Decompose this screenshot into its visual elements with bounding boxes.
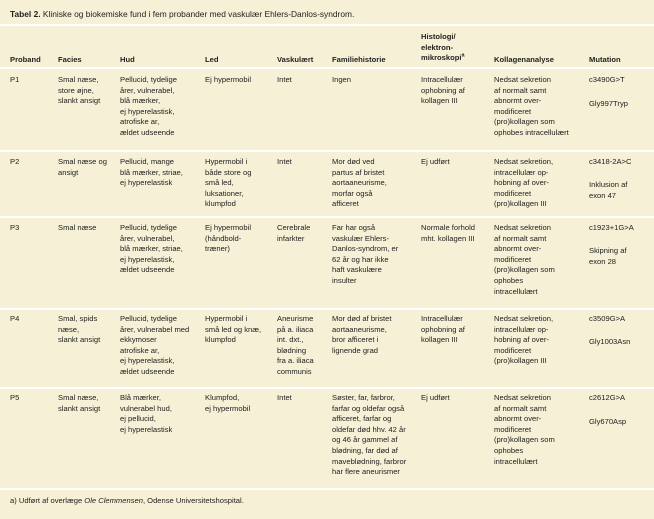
cell-kollagenanalyse: Nedsat sekretion af normalt samt abnormt over- modificeret (pro)kollagen som ophobes intracellulært <box>494 75 569 137</box>
cell-hud: Pellucid, mange blå mærker, striae, ej hyperelastisk <box>120 157 183 188</box>
header-mutation: Mutation <box>589 55 621 64</box>
header-histologi-footnote-mark: a <box>461 52 465 59</box>
cell-proband: P1 <box>10 75 20 84</box>
footnote-suffix: , Odense Universitetshospital. <box>142 496 244 505</box>
cell-kollagenanalyse: Nedsat sekretion af normalt samt abnormt over- modificeret (pro)kollagen som ophobes intracellulært <box>494 223 555 296</box>
header-proband: Proband <box>10 55 41 64</box>
cell-led: Hypermobil i både store og små led, luksationer, klumpfod <box>205 157 252 209</box>
divider <box>0 67 654 69</box>
divider <box>0 488 654 490</box>
header-familiehistorie: Familiehistorie <box>332 55 386 64</box>
cell-vaskulaert: Intet <box>277 393 292 402</box>
cell-proband: P3 <box>10 223 20 232</box>
cell-vaskulaert: Intet <box>277 157 292 166</box>
caption-label: Tabel 2. <box>10 9 41 19</box>
cell-vaskulaert: Cerebrale infarkter <box>277 223 311 243</box>
cell-vaskulaert: Intet <box>277 75 292 84</box>
divider <box>0 216 654 218</box>
cell-familiehistorie: Søster, far, farbror, farfar og oldefar også afficeret, farfar og oldefar død hhv. 42 år og 46 år gammel af blødning, far død af maveblødning, farbror har flere aneurismer <box>332 393 407 477</box>
cell-proband: P4 <box>10 314 20 323</box>
cell-proband: P2 <box>10 157 20 166</box>
header-histologi-text: Histologi/ elektron- mikroskopi <box>421 32 462 63</box>
cell-hud: Pellucid, tydelige årer, vulnerabel, blå mærker, ej hyperelastisk, atrofiske ar, ældet udseende <box>120 75 177 137</box>
cell-mutation-nucleotide: c3490G>T <box>589 75 625 84</box>
cell-kollagenanalyse: Nedsat sekretion, intracellulær op- hobning af over- modificeret (pro)kollagen III <box>494 314 554 366</box>
cell-hud: Pellucid, tydelige årer, vulnerabel med ekkymoser atrofiske ar, ej hyperelastisk, ældet udseende <box>120 314 190 376</box>
footnote-name: Ole Clemmensen <box>84 496 143 505</box>
divider <box>0 24 654 26</box>
table-caption <box>10 9 354 19</box>
cell-mutation-protein: Gly1003Asn <box>589 337 631 346</box>
cell-histologi: Intracellulær ophobning af kollagen III <box>421 314 465 345</box>
header-led: Led <box>205 55 219 64</box>
cell-mutation-protein: Gly997Tryp <box>589 99 628 108</box>
caption-text: Kliniske og biokemiske fund i fem probander med vaskulær Ehlers-Danlos-syndrom. <box>42 9 355 19</box>
cell-mutation-nucleotide: c1923+1G>A <box>589 223 634 232</box>
header-histologi <box>421 32 465 64</box>
divider <box>0 150 654 152</box>
header-kollagenanalyse: Kollagenanalyse <box>494 55 554 64</box>
cell-familiehistorie: Mor død ved partus af bristet aortaaneurisme, morfar også afficeret <box>332 157 387 209</box>
divider <box>0 308 654 310</box>
table-footnote <box>10 496 244 506</box>
cell-familiehistorie: Far har også vaskulær Ehlers- Danlos-syndrom, er 62 år og har ikke haft vaskulære insulter <box>332 223 399 285</box>
cell-kollagenanalyse: Nedsat sekretion af normalt samt abnormt over- modificeret (pro)kollagen som ophobes intracellulært <box>494 393 555 466</box>
cell-histologi: Ej udført <box>421 393 450 402</box>
cell-led: Klumpfod, ej hypermobil <box>205 393 251 413</box>
cell-mutation-protein: Inklusion af exon 47 <box>589 180 628 200</box>
divider <box>0 387 654 389</box>
header-facies: Facies <box>58 55 82 64</box>
cell-kollagenanalyse: Nedsat sekretion, intracellulær op- hobning af over- modificeret (pro)kollagen III <box>494 157 554 209</box>
cell-facies: Smal næse og ansigt <box>58 157 107 177</box>
cell-mutation-nucleotide: c3509G>A <box>589 314 626 323</box>
cell-hud: Pellucid, tydelige årer, vulnerabel, blå mærker, striae, ej hyperelastisk, ældet udseende <box>120 223 183 275</box>
footnote-prefix: a) Udført af overlæge <box>10 496 85 505</box>
cell-mutation-protein: Gly670Asp <box>589 417 627 426</box>
cell-led: Hypermobil i små led og knæ, klumpfod <box>205 314 262 345</box>
cell-led: Ej hypermobil <box>205 75 252 84</box>
header-hud: Hud <box>120 55 135 64</box>
cell-facies: Smal næse, slankt ansigt <box>58 393 101 413</box>
cell-histologi: Ej udført <box>421 157 450 166</box>
cell-mutation-protein: Skipning af exon 28 <box>589 246 627 266</box>
cell-familiehistorie: Mor død af bristet aortaaneurisme, bror afficeret i lignende grad <box>332 314 392 355</box>
cell-mutation-nucleotide: c2612G>A <box>589 393 626 402</box>
header-vaskulaert: Vaskulært <box>277 55 314 64</box>
cell-hud: Blå mærker, vulnerabel hud, ej pellucid, ej hyperelastisk <box>120 393 173 434</box>
cell-histologi: Intracellulær ophobning af kollagen III <box>421 75 465 106</box>
cell-histologi: Normale forhold mht. kollagen III <box>421 223 476 243</box>
cell-facies: Smal næse, store øjne, slankt ansigt <box>58 75 101 106</box>
cell-vaskulaert: Aneurisme på a. iliaca int. dxt., blødning fra a. iliaca communis <box>277 314 314 376</box>
cell-proband: P5 <box>10 393 20 402</box>
cell-familiehistorie: Ingen <box>332 75 352 84</box>
cell-led: Ej hypermobil (håndbold- træner) <box>205 223 252 254</box>
cell-mutation-nucleotide: c3418-2A>C <box>589 157 632 166</box>
cell-facies: Smal, spids næse, slankt ansigt <box>58 314 101 345</box>
cell-facies: Smal næse <box>58 223 97 232</box>
